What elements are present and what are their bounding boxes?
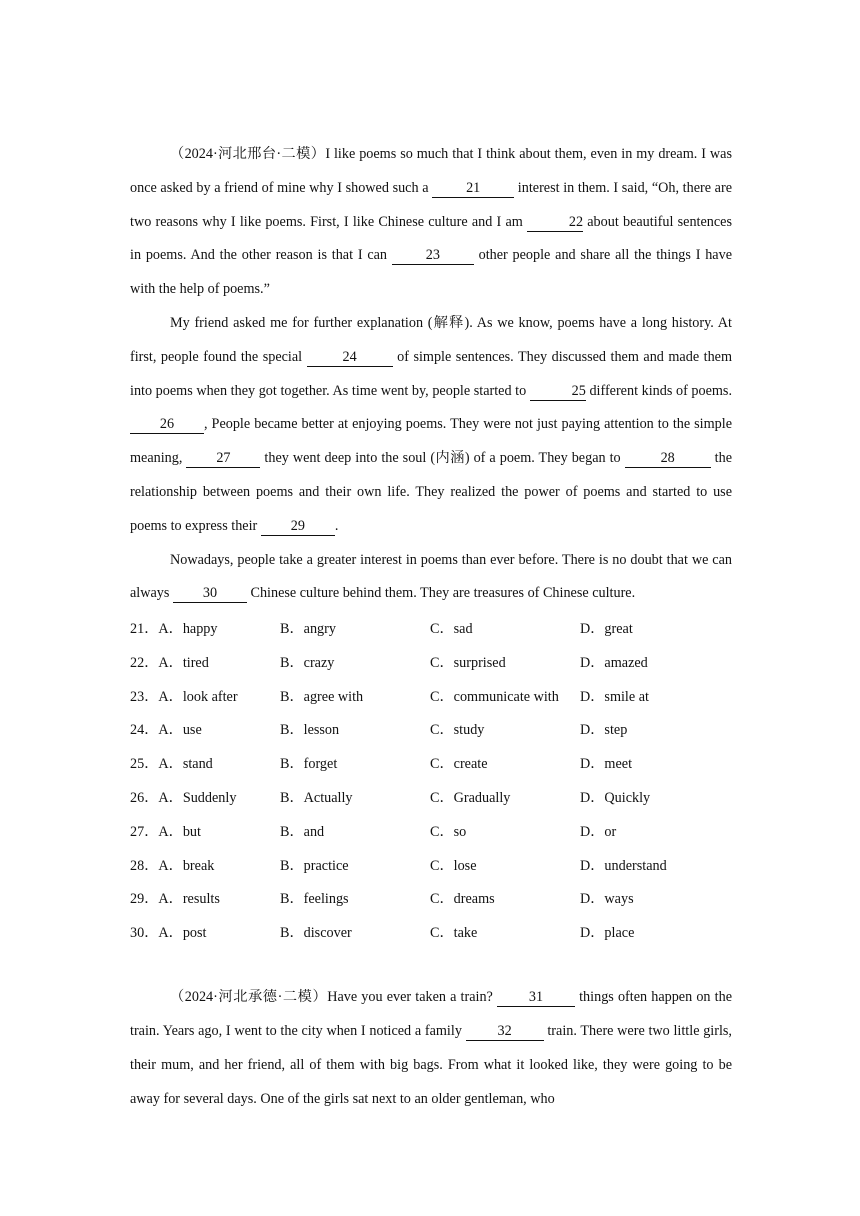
option-b[interactable]: B．agree with (280, 688, 364, 705)
option-c[interactable]: C．dreams (430, 891, 495, 908)
option-a[interactable]: A．post (158, 925, 207, 942)
option-a[interactable]: A．happy (158, 621, 218, 638)
passage1-paragraph1: （2024·河北邢台·二模）I like poems so much that I think about them, even in my dream. I was once asked by a friend of mine why I showed such a 21 interest in them. I said, “Oh, there are two reasons why I like poems. First, I like Chinese culture and I am 22 about beautiful sentences in poems. And the other reason is that I can 23 other people and share all the things I have with the help of poems.” (130, 146, 732, 298)
option-row: 26．A．Suddenly B．Actually C．Gradually D．Quickly (130, 780, 732, 814)
option-c[interactable]: C．study (430, 722, 485, 739)
option-d[interactable]: D．great (580, 621, 633, 638)
option-c[interactable]: C．so (430, 823, 467, 840)
blank-28[interactable]: 28 (625, 450, 711, 468)
passage2-source: （2024·河北承德·二模） (170, 989, 328, 1006)
option-row: 23．A．look after B．agree with C．communicate with D．smile at (130, 679, 732, 713)
passage1-paragraph3: Nowadays, people take a greater interest in poems than ever before. There is no doubt that we can always 30 Chinese culture behind them. They are treasures of Chinese culture. (130, 551, 732, 602)
blank-21[interactable]: 21 (432, 180, 514, 198)
option-b[interactable]: B．discover (280, 925, 352, 942)
option-d[interactable]: D．or (580, 823, 617, 840)
options-list (130, 611, 732, 949)
option-b[interactable]: B．practice (280, 857, 349, 874)
option-b[interactable]: B．Actually (280, 790, 353, 807)
option-c[interactable]: C．surprised (430, 654, 506, 671)
blank-22[interactable]: 22 (527, 214, 583, 232)
option-a[interactable]: A．stand (158, 756, 213, 773)
blank-27[interactable]: 27 (186, 450, 260, 468)
blank-31[interactable]: 31 (497, 989, 575, 1007)
option-b[interactable]: B．feelings (280, 891, 349, 908)
option-b[interactable]: B．crazy (280, 654, 335, 671)
option-c[interactable]: C．create (430, 756, 488, 773)
option-a[interactable]: A．tired (158, 654, 209, 671)
option-row: 21．A．happy B．angry C．sad D．great (130, 611, 732, 645)
option-row: 30．A．post B．discover C．take D．place (130, 915, 732, 949)
passage2-paragraph1: （2024·河北承德·二模）Have you ever taken a train? 31 things often happen on the train. Years ago, I went to the city when I noticed a family 32 train. There were two little girls, their mum, and her friend, all of them with big bags. From what it looked like, they were going to be away for several days. One of the girls sat next to an older gentleman, who (130, 989, 732, 1107)
blank-29[interactable]: 29 (261, 518, 335, 536)
option-c[interactable]: C．communicate with (430, 688, 559, 705)
option-row: 28．A．break B．practice C．lose D．understand (130, 848, 732, 882)
blank-32[interactable]: 32 (466, 1023, 544, 1041)
option-c[interactable]: C．Gradually (430, 790, 511, 807)
option-row: 29．A．results B．feelings C．dreams D．ways (130, 882, 732, 916)
section-spacer (130, 949, 732, 981)
blank-30[interactable]: 30 (173, 585, 247, 603)
option-row: 25．A．stand B．forget C．create D．meet (130, 746, 732, 780)
option-d[interactable]: D．meet (580, 756, 633, 773)
option-b[interactable]: B．and (280, 823, 325, 840)
document-page (130, 138, 732, 1116)
passage1-paragraph2: My friend asked me for further explanation (解释). As we know, poems have a long history. At first, people found the special 24 of simple sentences. They discussed them and made them into poems when they got together. As time went by, people started to 25 different kinds of poems. 26 , People became better at enjoying poems. They were not just paying attention to the simple meaning, 27 they went deep into the soul (内涵) of a poem. They began to 28 the relationship between poems and their own life. They realized the power of poems and started to use poems to express their 29 . (130, 314, 733, 534)
option-row: 24．A．use B．lesson C．study D．step (130, 713, 732, 747)
passage1-source: （2024·河北邢台·二模） (170, 146, 326, 162)
option-c[interactable]: C．lose (430, 857, 477, 874)
option-row: 27．A．but B．and C．so D．or (130, 814, 732, 848)
option-d[interactable]: D．place (580, 925, 635, 942)
option-a[interactable]: A．break (158, 857, 215, 874)
option-d[interactable]: D．ways (580, 891, 634, 908)
option-a[interactable]: A．results (158, 891, 220, 908)
option-d[interactable]: D．understand (580, 857, 667, 874)
option-b[interactable]: B．forget (280, 756, 338, 773)
option-d[interactable]: D．Quickly (580, 790, 651, 807)
option-c[interactable]: C．take (430, 925, 478, 942)
option-d[interactable]: D．amazed (580, 654, 648, 671)
option-d[interactable]: D．smile at (580, 688, 649, 705)
option-a[interactable]: A．Suddenly (158, 790, 237, 807)
option-b[interactable]: B．lesson (280, 722, 340, 739)
option-a[interactable]: A．look after (158, 688, 238, 705)
blank-25[interactable]: 25 (530, 383, 586, 401)
option-c[interactable]: C．sad (430, 621, 473, 638)
option-a[interactable]: A．but (158, 823, 201, 840)
option-a[interactable]: A．use (158, 722, 202, 739)
option-b[interactable]: B．angry (280, 621, 336, 638)
option-row: 22．A．tired B．crazy C．surprised D．amazed (130, 645, 732, 679)
option-d[interactable]: D．step (580, 722, 628, 739)
blank-26[interactable]: 26 (130, 416, 204, 434)
blank-24[interactable]: 24 (307, 349, 393, 367)
blank-23[interactable]: 23 (392, 247, 474, 265)
